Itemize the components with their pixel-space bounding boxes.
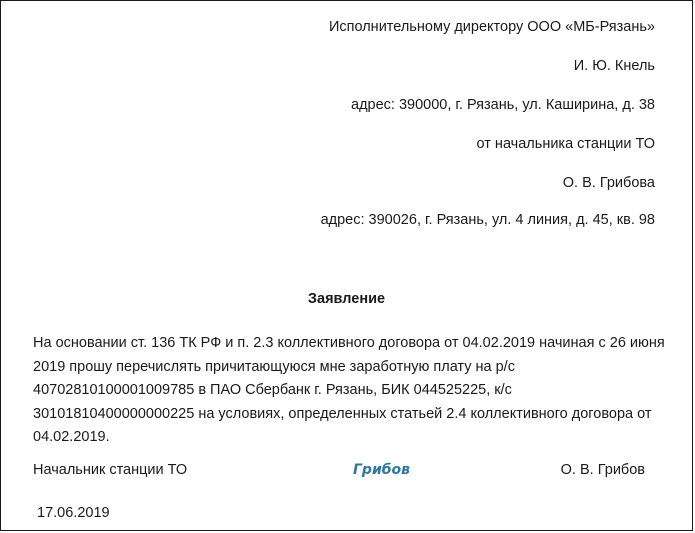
sender-name: О. В. Грибова xyxy=(562,175,655,191)
sender-position: от начальника станции ТО xyxy=(476,136,655,152)
document-body: На основании ст. 136 ТК РФ и п. 2.3 коллективного договора от 04.02.2019 начиная с 26 июня 2019 прошу перечислять причитающуюся мне заработную плату на р/с 40702810100001009785 в ПАО Сбербанк г. Рязань, БИК 044525225, к/с 30101810400000000225 на условиях, определенных статьей 2.4 коллективного договора от 04.02.2019. xyxy=(33,335,665,445)
addressee-address: адрес: 390000, г. Рязань, ул. Каширина, д. 38 xyxy=(351,97,655,113)
addressee-name: И. Ю. Кнель xyxy=(573,58,655,74)
document-title: Заявление xyxy=(307,291,386,307)
sender-address: адрес: 390026, г. Рязань, ул. 4 линия, д. 45, кв. 98 xyxy=(320,212,655,228)
document-date: 17.06.2019 xyxy=(37,505,110,521)
signature-position: Начальник станции ТО xyxy=(33,462,188,478)
handwritten-signature: Грибов xyxy=(353,462,411,478)
addressee-position: Исполнительному директору ООО «МБ-Рязань» xyxy=(328,19,655,35)
signature-name: О. В. Грибов xyxy=(560,462,645,478)
